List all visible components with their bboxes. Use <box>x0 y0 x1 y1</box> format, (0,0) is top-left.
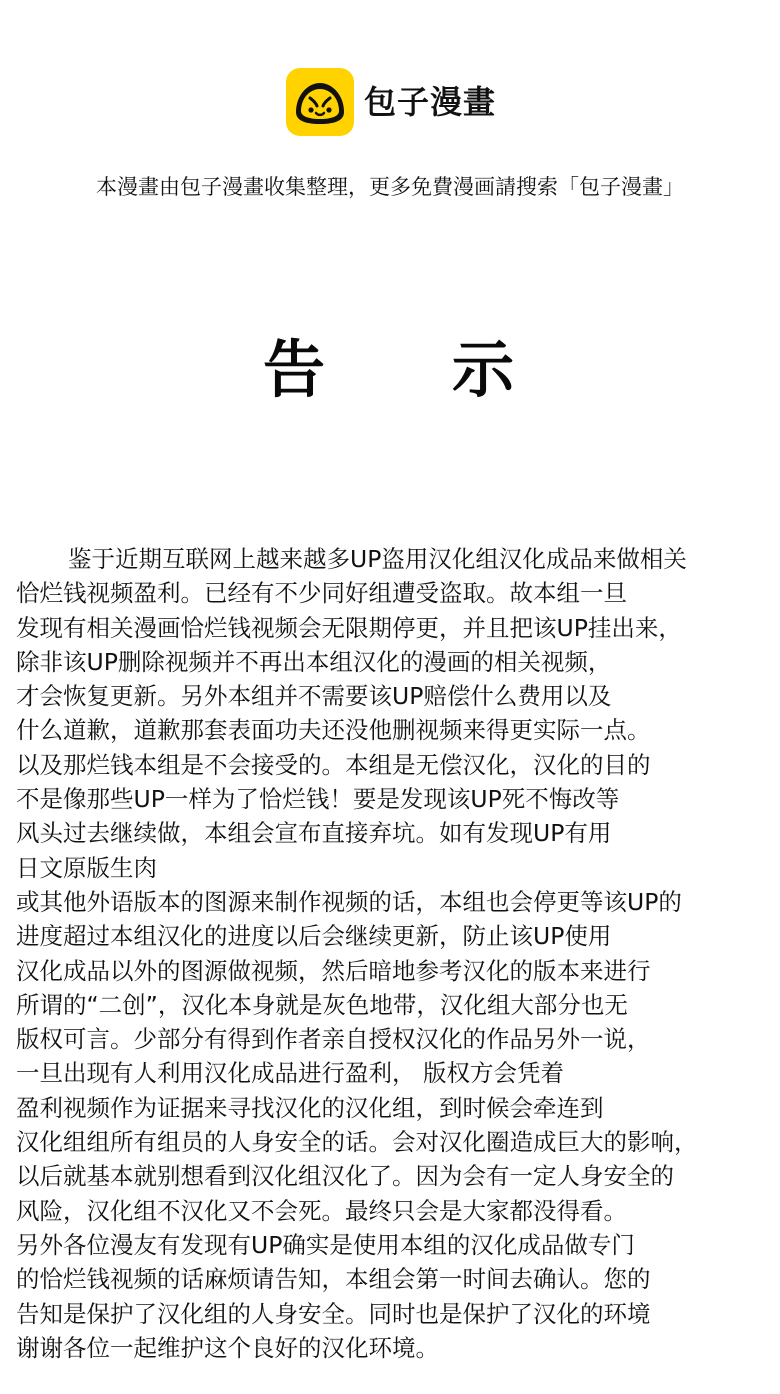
body-line: 所谓的“二创”，汉化本身就是灰色地带，汉化组大部分也无 <box>16 990 628 1019</box>
notice-body <box>16 542 776 1365</box>
notice-title-left: 告 <box>263 333 326 406</box>
body-line: 恰烂钱视频盈利。已经有不少同好组遭受盗取。故本组一旦 <box>16 579 627 608</box>
body-line: 鉴于近期互联网上越来越多UP盗用汉化组汉化成品来做相关 <box>68 545 687 573</box>
body-line: 什么道歉，道歉那套表面功夫还没他删视频来得更实际一点。 <box>16 716 651 745</box>
body-line: 另外各位漫友有发现有UP确实是使用本组的汉化成品做专门 <box>16 1230 635 1259</box>
body-line: 发现有相关漫画恰烂钱视频会无限期停更，并且把该UP挂出来， <box>16 613 682 642</box>
body-line: 或其他外语版本的图源来制作视频的话，本组也会停更等该UP的 <box>16 887 682 916</box>
bun-logo-graphic <box>286 68 354 136</box>
body-line: 盈利视频作为证据来寻找汉化的汉化组，到时候会牵连到 <box>16 1093 604 1122</box>
body-line: 不是像那些UP一样为了恰烂钱！要是发现该UP死不悔改等 <box>16 785 620 814</box>
body-line: 的恰烂钱视频的话麻烦请告知，本组会第一时间去确认。您的 <box>16 1265 651 1294</box>
body-line: 风头过去继续做，本组会宣布直接弃坑。如有发现UP有用 <box>16 819 612 848</box>
header <box>0 68 780 138</box>
body-line: 告知是保护了汉化组的人身安全。同时也是保护了汉化的环境 <box>16 1299 651 1328</box>
body-line: 版权可言。少部分有得到作者亲自授权汉化的作品另外一说， <box>16 1025 651 1054</box>
body-line: 才会恢复更新。另外本组并不需要该UP赔偿什么费用以及 <box>16 682 612 711</box>
body-line: 风险，汉化组不汉化又不会死。最终只会是大家都没得看。 <box>16 1196 627 1225</box>
brand-name: 包子漫畫 <box>364 83 497 121</box>
body-line: 一旦出现有人利用汉化成品进行盈利， 版权方会凭着 <box>16 1059 564 1088</box>
body-line: 除非该UP删除视频并不再出本组汉化的漫画的相关视频， <box>16 647 612 676</box>
body-line: 以后就基本就别想看到汉化组汉化了。因为会有一定人身安全的 <box>16 1162 674 1191</box>
body-line: 汉化成品以外的图源做视频，然后暗地参考汉化的版本来进行 <box>16 956 651 985</box>
body-line: 日文原版生肉 <box>16 853 157 882</box>
body-line: 谢谢各位一起维护这个良好的汉化环境。 <box>16 1333 439 1362</box>
notice-title-right: 示 <box>452 333 515 406</box>
bun-logo-icon <box>286 68 354 136</box>
body-line: 汉化组组所有组员的人身安全的话。会对汉化圈造成巨大的影响， <box>16 1128 698 1157</box>
collect-notice: 本漫畫由包子漫畫收集整理，更多免費漫画請搜索「包子漫畫」 <box>96 175 684 199</box>
body-line: 进度超过本组汉化的进度以后会继续更新，防止该UP使用 <box>16 922 612 951</box>
body-line: 以及那烂钱本组是不会接受的。本组是无偿汉化，汉化的目的 <box>16 750 651 779</box>
